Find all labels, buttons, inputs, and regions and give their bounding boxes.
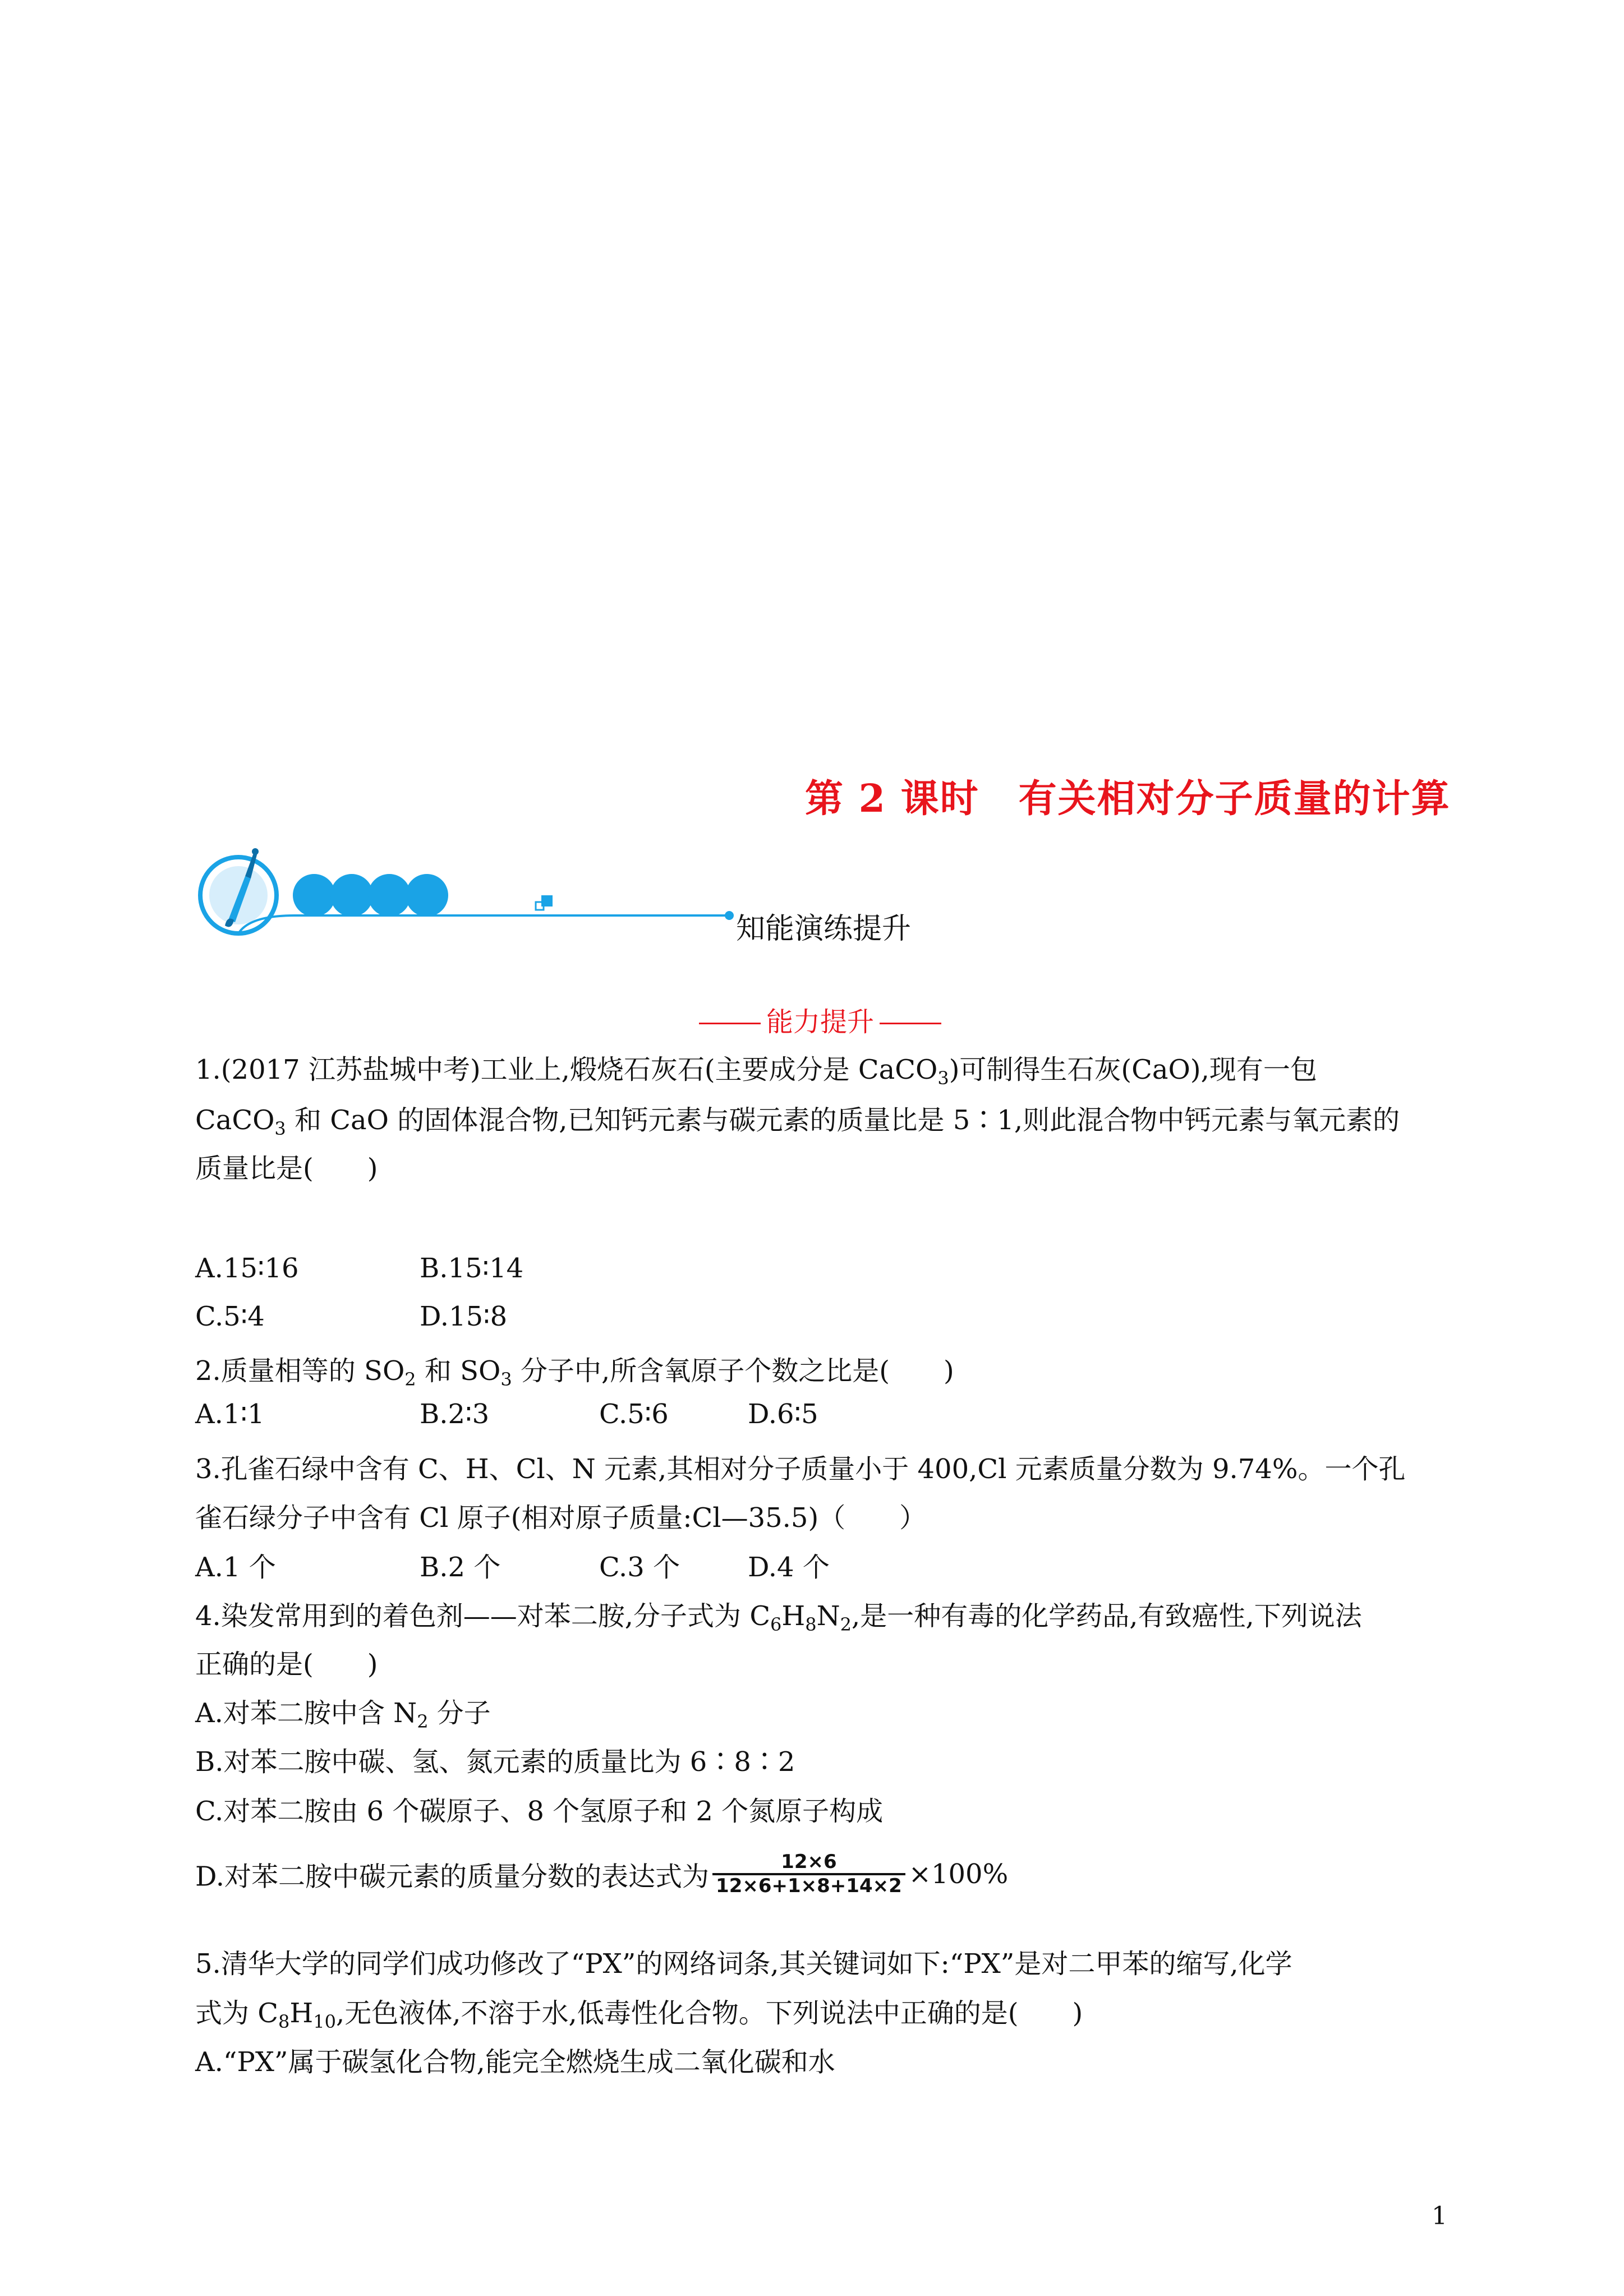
q4-option-c: C.对苯二胺由 6 个碳原子、8 个氢原子和 2 个氮原子构成 (195, 1796, 884, 1827)
page-number: 1 (1432, 2202, 1447, 2230)
q4-option-b: B.对苯二胺中碳、氢、氮元素的质量比为 6∶8∶2 (195, 1746, 795, 1778)
brush-icon (200, 848, 277, 933)
page-title (805, 769, 1451, 823)
q3-line1: 3.孔雀石绿中含有 C、H、Cl、N 元素,其相对分子质量小于 400,Cl 元素质量分数为 9.74%。一个孔 (195, 1453, 1406, 1485)
q3-line2: 雀石绿分子中含有 Cl 原子(相对原子质量:Cl—35.5)（ ） (195, 1502, 927, 1534)
q2-option-c: C.5∶6 (599, 1398, 669, 1430)
q4-line1: 4.染发常用到的着色剂——对苯二胺,分子式为 $C_6H_8N_2$,是一种有毒的化学药品,有致癌性,下列说法 (195, 1600, 1362, 1635)
q1-line1: 1.(2017 江苏盐城中考)工业上,煅烧石灰石(主要成分是 CaCO$_3$)可制得生石灰(CaO),现有一包 (195, 1054, 1317, 1089)
q1-line2: CaCO$_3$ 和 CaO 的固体混合物,已知钙元素与碳元素的质量比是 5∶1,则此混合物中钙元素与氧元素的 (195, 1105, 1400, 1139)
section-banner (194, 841, 755, 948)
banner-label: 知能演练提升 (736, 912, 912, 946)
section-heading: 能力提升 (693, 1000, 947, 1039)
banner-dot-2 (330, 874, 373, 917)
q1-option-a: A.15∶16 (195, 1253, 299, 1284)
lesson-title: 有关相对分子质量的计算 (1018, 776, 1451, 821)
banner-dot-1 (293, 874, 335, 917)
q5-line1: 5.清华大学的同学们成功修改了“PX”的网络词条,其关键词如下:“PX”是对二甲苯的缩写,化学 (195, 1948, 1292, 1980)
lesson-number: 第 2 课时 (805, 776, 979, 821)
q4-option-a: A.对苯二胺中含 $N_2$ 分子 (195, 1697, 491, 1732)
q5-line2: 式为 $C_8H_{10}$,无色液体,不溶于水,低毒性化合物。下列说法中正确的是( ) (195, 1998, 1083, 2032)
q3-option-c: C.3 个 (599, 1552, 680, 1583)
q1-option-c: C.5∶4 (195, 1301, 265, 1332)
banner-dot-3 (368, 874, 411, 917)
q2-option-d: D.6∶5 (748, 1398, 818, 1430)
mass-fraction-expression: $\frac{12\times 6}{12\times 6+1\times 8+14\times 2}$ (712, 1851, 905, 1897)
q4-option-d: D.对苯二胺中碳元素的质量分数的表达式为 $\frac{12\times 6}{12\times 6+1\times 8+14\times 2}$ ×100% (195, 1851, 1009, 1898)
q2-option-b: B.2∶3 (420, 1398, 490, 1430)
q2-line1: 2.质量相等的 $SO_2$ 和 $SO_3$ 分子中,所含氧原子个数之比是( ) (195, 1355, 954, 1390)
banner-dot-4 (406, 874, 448, 917)
q1-option-d: D.15∶8 (420, 1301, 508, 1332)
q3-option-b: B.2 个 (420, 1552, 501, 1583)
q1-option-b: B.15∶14 (420, 1253, 524, 1284)
q1-line3: 质量比是( ) (195, 1153, 378, 1184)
q2-option-a: A.1∶1 (195, 1398, 265, 1430)
q4-line2: 正确的是( ) (195, 1649, 378, 1680)
q3-option-a: A.1 个 (195, 1552, 276, 1583)
q5-option-a: A.“PX”属于碳氢化合物,能完全燃烧生成二氧化碳和水 (195, 2046, 835, 2078)
q3-option-d: D.4 个 (748, 1552, 830, 1583)
